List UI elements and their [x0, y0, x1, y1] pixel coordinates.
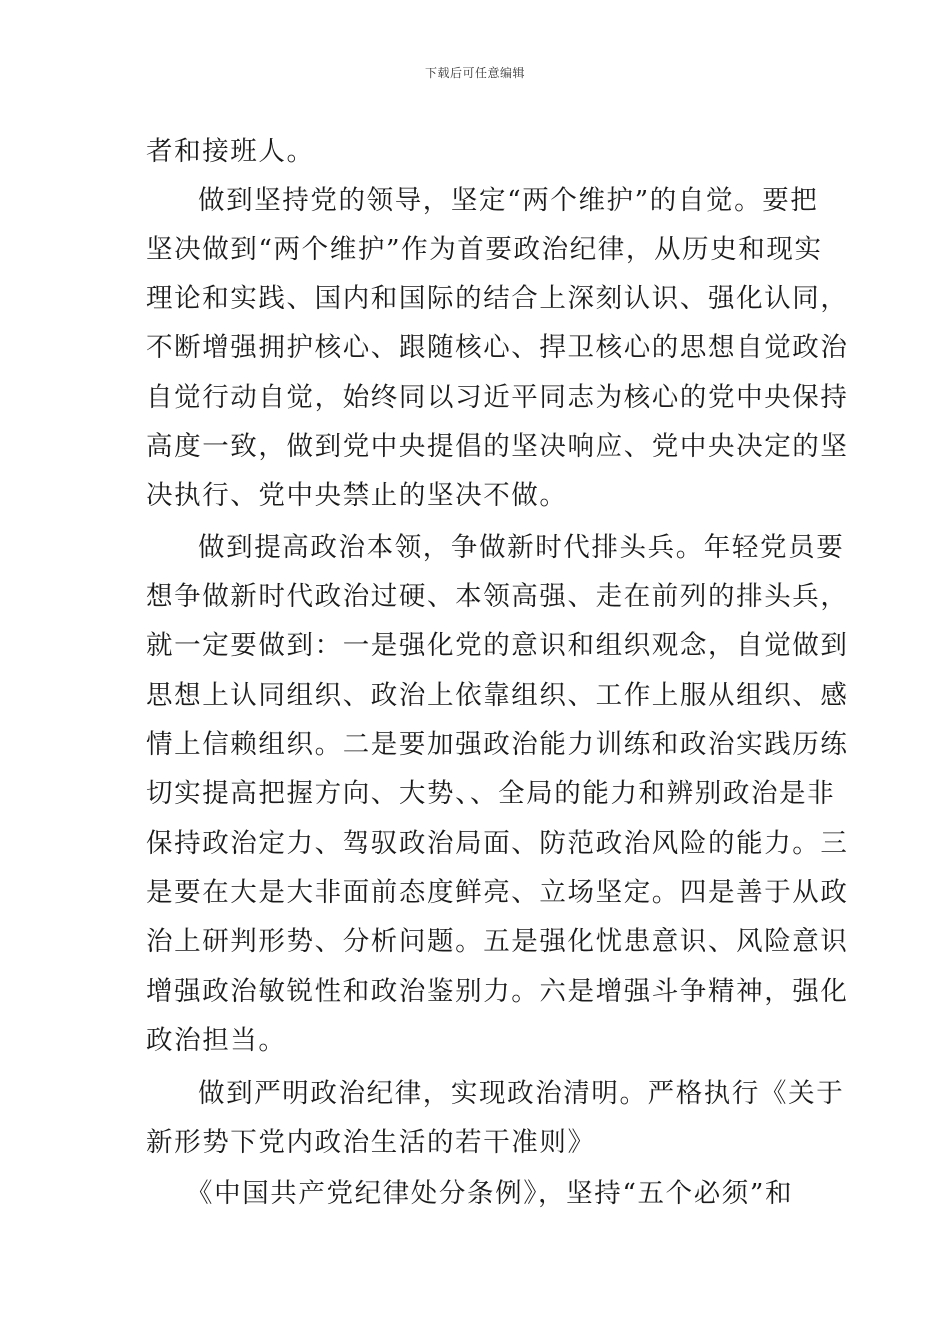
text-line: 是要在大是大非面前态度鲜亮、立场坚定。四是善于从政: [146, 877, 849, 908]
text-line: 决执行、党中央禁止的坚决不做。: [146, 480, 568, 511]
text-line: 新形势下党内政治生活的若干准则》: [146, 1127, 596, 1158]
paragraph-start-line: 做到严明政治纪律，实现政治清明。严格执行《关于: [198, 1078, 845, 1109]
text-line: 切实提高把握方向、大势、、全局的能力和辨别政治是非: [146, 778, 836, 809]
text-line: 就一定要做到：一是强化党的意识和组织观念，自觉做到: [146, 630, 849, 661]
text-line: 高度一致，做到党中央提倡的坚决响应、党中央决定的坚: [146, 431, 849, 462]
text-line: 保持政治定力、驾驭政治局面、防范政治风险的能力。三: [146, 828, 849, 859]
text-line: 思想上认同组织、政治上依靠组织、工作上服从组织、感: [146, 680, 849, 711]
text-line: 理论和实践、国内和国际的结合上深刻认识、强化认同，: [146, 283, 849, 314]
text-line: 治上研判形势、分析问题。五是强化忧患意识、风险意识: [146, 926, 849, 957]
text-line: 增强政治敏锐性和政治鉴别力。六是增强斗争精神，强化: [146, 976, 849, 1007]
text-line: 政治担当。: [146, 1025, 287, 1056]
text-line: 想争做新时代政治过硬、本领高强、走在前列的排头兵，: [146, 581, 849, 612]
paragraph-start-line: 做到坚持党的领导，坚定“两个维护”的自觉。要把: [198, 185, 819, 216]
text-line: 不断增强拥护核心、跟随核心、捍卫核心的思想自觉政治: [146, 332, 849, 363]
text-line: 自觉行动自觉，始终同以习近平同志为核心的党中央保持: [146, 382, 849, 413]
text-line: 者和接班人。: [146, 136, 315, 167]
text-line: 坚决做到“两个维护”作为首要政治纪律，从历史和现实: [146, 234, 823, 265]
header-note: 下载后可任意编辑: [424, 66, 525, 80]
text-line: 《中国共产党纪律处分条例》，坚持“五个必须”和: [186, 1178, 794, 1209]
text-line: 情上信赖组织。二是要加强政治能力训练和政治实践历练: [146, 729, 849, 760]
paragraph-start-line: 做到提高政治本领，争做新时代排头兵。年轻党员要: [198, 532, 845, 563]
